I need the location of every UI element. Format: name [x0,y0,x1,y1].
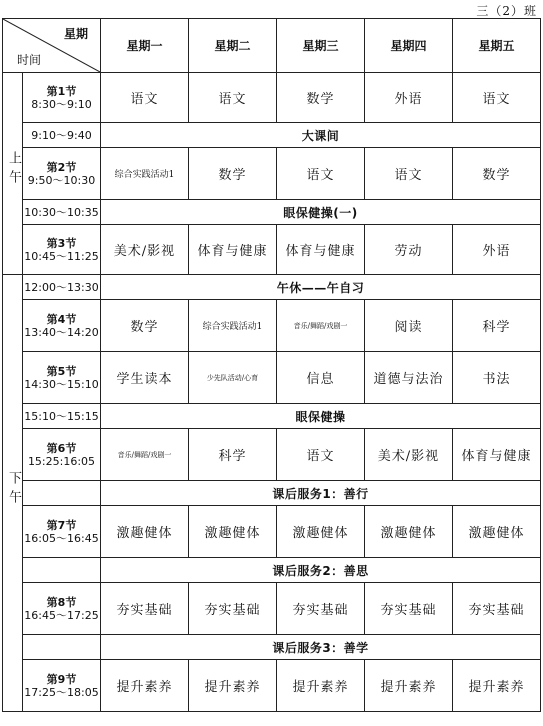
class-label: 三（2）班 [476,4,537,18]
subject-cell: 激趣健体 [101,506,189,558]
service-row [3,558,541,583]
break-time: 10:30～10:35 [23,200,101,225]
day-header: 星期五 [453,19,541,73]
period-cell [23,583,101,635]
subject-cell: 科学 [453,300,541,352]
period-cell [23,73,101,123]
period-label: 第3节 [46,236,77,250]
subject-cell: 夯实基础 [453,583,541,635]
subject-cell: 提升素养 [101,660,189,712]
subject-cell: 体育与健康 [189,225,277,275]
subject-cell: 语文 [365,148,453,200]
subject-cell: 外语 [365,73,453,123]
subject-cell: 激趣健体 [453,506,541,558]
break-row [3,404,541,429]
corner-week-label: 星期 [63,27,88,41]
period-cell [23,506,101,558]
subject-cell: 提升素养 [453,660,541,712]
break-time: 9:10～9:40 [23,123,101,148]
subject-cell: 激趣健体 [189,506,277,558]
subject-cell: 体育与健康 [453,429,541,481]
break-time: 15:10～15:15 [23,404,101,429]
subject-cell: 美术/影视 [101,225,189,275]
subject-cell: 语文 [453,73,541,123]
period-row [3,300,541,352]
day-header: 星期四 [365,19,453,73]
day-header: 星期一 [101,19,189,73]
service-label: 课后服务1：善行 [101,481,541,506]
timetable [2,18,541,712]
half-day-afternoon: 下午 [3,275,23,712]
period-label: 第9节 [46,672,77,686]
period-row [3,429,541,481]
period-time: 10:45～11:25 [24,249,99,263]
subject-cell: 数学 [101,300,189,352]
subject-cell: 语文 [189,73,277,123]
period-label: 第1节 [46,84,77,98]
subject-cell: 道德与法治 [365,352,453,404]
break-time: 12:00～13:30 [23,275,101,300]
period-cell [23,225,101,275]
day-header: 星期二 [189,19,277,73]
period-row [3,583,541,635]
service-label: 课后服务3：善学 [101,635,541,660]
period-time: 8:30～9:10 [31,97,92,111]
break-label: 眼保健操(一) [101,200,541,225]
half-day-morning: 上午 [3,73,23,275]
period-cell [23,660,101,712]
subject-cell: 美术/影视 [365,429,453,481]
subject-cell: 信息 [277,352,365,404]
subject-cell: 阅读 [365,300,453,352]
period-row [3,506,541,558]
service-label: 课后服务2：善思 [101,558,541,583]
period-cell [23,352,101,404]
break-label: 午休——午自习 [101,275,541,300]
subject-cell: 夯实基础 [365,583,453,635]
subject-cell: 夯实基础 [189,583,277,635]
subject-cell: 语文 [277,429,365,481]
break-label: 眼保健操 [101,404,541,429]
break-time [23,635,101,660]
subject-cell: 综合实践活动1 [189,300,277,352]
break-time [23,481,101,506]
break-row [3,275,541,300]
subject-cell: 少先队活动/心育 [189,352,277,404]
period-row [3,352,541,404]
break-time [23,558,101,583]
period-time: 16:05～16:45 [24,531,99,545]
subject-cell: 数学 [453,148,541,200]
period-time: 15:25:16:05 [27,454,96,468]
subject-cell: 数学 [277,73,365,123]
subject-cell: 学生读本 [101,352,189,404]
subject-cell: 综合实践活动1 [101,148,189,200]
subject-cell: 激趣健体 [365,506,453,558]
subject-cell: 劳动 [365,225,453,275]
subject-cell: 数学 [189,148,277,200]
subject-cell: 书法 [453,352,541,404]
period-time: 17:25～18:05 [24,685,99,699]
corner-time-label: 时间 [17,53,42,67]
subject-cell: 音乐/舞蹈/戏剧一 [277,300,365,352]
subject-cell: 提升素养 [365,660,453,712]
break-row [3,123,541,148]
subject-cell: 语文 [101,73,189,123]
subject-cell: 激趣健体 [277,506,365,558]
period-time: 14:30～15:10 [24,377,99,391]
subject-cell: 科学 [189,429,277,481]
service-row [3,635,541,660]
break-row [3,200,541,225]
period-cell [23,300,101,352]
period-label: 第8节 [46,595,77,609]
period-cell [23,148,101,200]
corner-cell [3,19,101,73]
service-row [3,481,541,506]
period-time: 9:50～10:30 [27,173,96,187]
period-label: 第7节 [46,518,77,532]
period-label: 第4节 [46,312,77,326]
subject-cell: 夯实基础 [277,583,365,635]
period-row [3,660,541,712]
period-time: 16:45～17:25 [24,608,99,622]
subject-cell: 提升素养 [277,660,365,712]
break-label: 大课间 [101,123,541,148]
period-label: 第2节 [46,160,77,174]
subject-cell: 语文 [277,148,365,200]
period-row [3,148,541,200]
header-row [3,19,541,73]
period-cell [23,429,101,481]
subject-cell: 外语 [453,225,541,275]
subject-cell: 提升素养 [189,660,277,712]
period-label: 第5节 [46,364,77,378]
period-time: 13:40～14:20 [24,325,99,339]
subject-cell: 夯实基础 [101,583,189,635]
period-row [3,73,541,123]
day-header: 星期三 [277,19,365,73]
subject-cell: 音乐/舞蹈/戏剧一 [101,429,189,481]
period-row [3,225,541,275]
period-label: 第6节 [46,441,77,455]
subject-cell: 体育与健康 [277,225,365,275]
